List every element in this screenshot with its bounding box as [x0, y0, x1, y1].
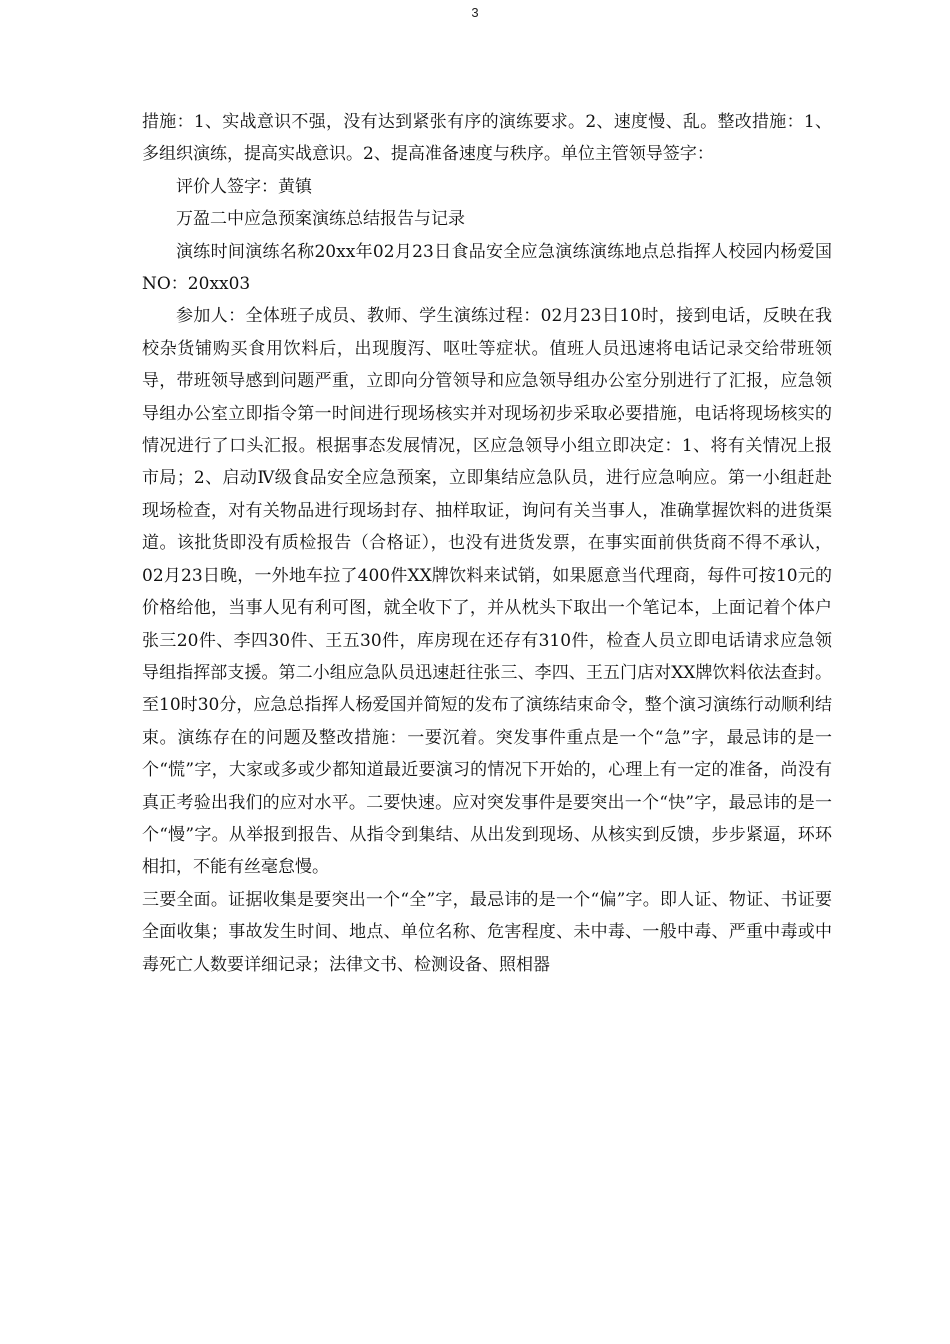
paragraph-drill-process: 参加人：全体班子成员、教师、学生演练过程：02月23日10时，接到电话，反映在我校杂货铺购买食用饮料后，出现腹泻、呕吐等症状。值班人员迅速将电话记录交给带班领导，带班领导感到问题严重，立即向分管领导和应急领导组办公室分别进行了汇报，应急领导组办公室立即指令第一时间进行现场核实并对现场初步采取必要措施，电话将现场核实的情况进行了口头汇报。根据事态发展情况，区应急领导小组立即决定：1、将有关情况上报市局；2、启动Ⅳ级食品安全应急预案，立即集结应急队员，进行应急响应。第一小组赶赴现场检查，对有关物品进行现场封存、抽样取证，询问有关当事人，准确掌握饮料的进货渠道。该批货即没有质检报告（合格证），也没有进货发票，在事实面前供货商不得不承认，02月23日晚，一外地车拉了400件XX牌饮料来试销，如果愿意当代理商，每件可按10元的价格给他，当事人见有利可图，就全收下了，并从枕头下取出一个笔记本，上面记着个体户张三20件、李四30件、王五30件，库房现在还存有310件，检查人员立即电话请求应急领导组指挥部支援。第二小组应急队员迅速赶往张三、李四、王五门店对XX牌饮料依法查封。至10时30分，应急总指挥人杨爱国并简短的发布了演练结束命令，整个演习演练行动顺利结束。演练存在的问题及整改措施：一要沉着。突发事件重点是一个“急”字，最忌讳的是一个“慌”字，大家或多或少都知道最近要演习的情况下开始的，心理上有一定的准备，尚没有真正考验出我们的应对水平。二要快速。应对突发事件是要突出一个“快”字，最忌讳的是一个“慢”字。从举报到报告、从指令到集结、从出发到现场、从核实到反馈，步步紧逼，环环相扣，不能有丝毫怠慢。 — [142, 306, 832, 878]
paragraph-drill-info: 演练时间演练名称20xx年02月23日食品安全应急演练演练地点总指挥人校园内杨爱国NO：20xx03 — [142, 241, 832, 295]
page-number: 3 — [471, 5, 479, 20]
paragraph-measures: 措施：1、实战意识不强，没有达到紧张有序的演练要求。2、速度慢、乱。整改措施：1、多组织演练，提高实战意识。2、提高准备速度与秩序。单位主管领导签字： — [142, 112, 832, 165]
document-body — [142, 106, 832, 981]
paragraph-evaluator-signature: 评价人签字：黄镇 — [176, 176, 312, 197]
paragraph-report-title: 万盈二中应急预案演练总结报告与记录 — [176, 209, 465, 230]
paragraph-comprehensive: 三要全面。证据收集是要突出一个“全”字，最忌讳的是一个“偏”字。即人证、物证、书证要全面收集；事故发生时间、地点、单位名称、危害程度、未中毒、一般中毒、严重中毒或中毒死亡人数要详细记录；法律文书、检测设备、照相器 — [142, 889, 832, 975]
